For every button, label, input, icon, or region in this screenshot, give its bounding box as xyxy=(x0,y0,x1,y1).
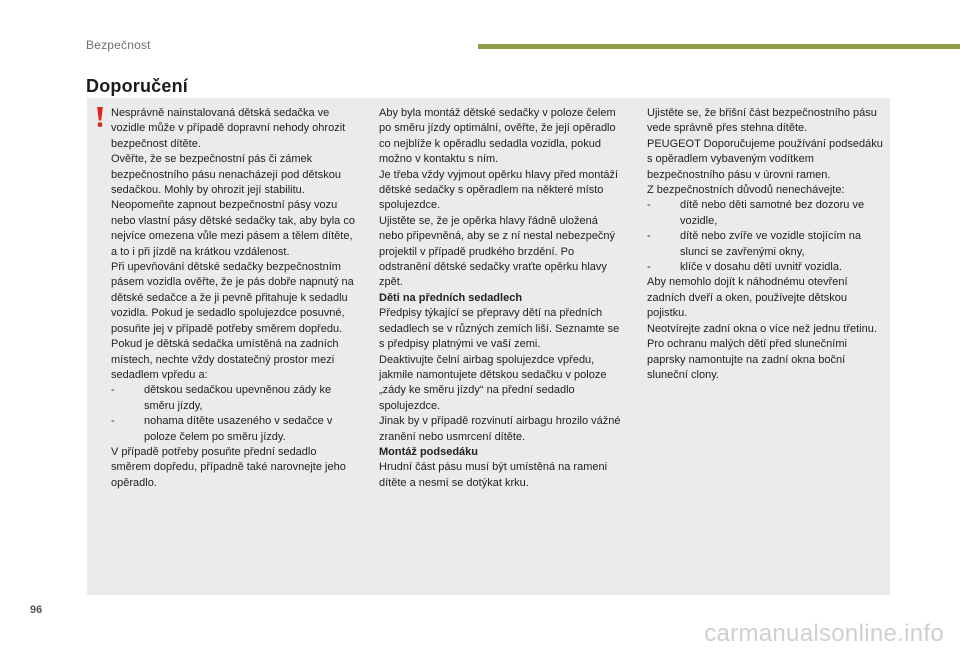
list-item: - dítě nebo zvíře ve vozidle stojícím na slunci se zavřenými okny, xyxy=(647,229,883,260)
list-item: - dětskou sedačkou upevněnou zády ke směru jízdy, xyxy=(111,383,355,414)
paragraph: Neopomeňte zapnout bezpečnostní pásy vozu nebo vlastní pásy dětské sedačky tak, aby byla co nejvíce omezena vůle mezi pásem a tělem dítěte, a to i při jízdě na krátkou vzdálenost. xyxy=(111,199,355,258)
recommendations-panel xyxy=(87,98,890,595)
paragraph: PEUGEOT Doporučujeme používání podsedáku s opěradlem vybaveným vodítkem bezpečnostního pásu v úrovni ramen. xyxy=(647,137,883,181)
paragraph: Nesprávně nainstalovaná dětská sedačka ve vozidle může v případě dopravní nehody ohrozit bezpečnost dítěte. xyxy=(111,107,346,150)
paragraph: Ujistěte se, že je opěrka hlavy řádně uložená nebo připevněná, aby se z ní nestal nebezpečný projektil v případě prudkého brzdění. Po odstranění dětské sedačky vraťte opěrku hlavy zpět. xyxy=(379,214,616,289)
paragraph: Aby byla montáž dětské sedačky v poloze čelem po směru jízdy optimální, ověřte, že její opěradlo co nejblíže k opěradlu sedadla vozidla, pokud možno v kontaktu s ním. xyxy=(379,107,616,166)
text-column-3 xyxy=(647,106,883,383)
paragraph: Pro ochranu malých dětí před slunečními paprsky namontujte na zadní okna boční sluneční clony. xyxy=(647,338,847,381)
paragraph: Předpisy týkající se přepravy dětí na předních sedadlech se v různých zemích liší. Seznamte se s předpisy platnými ve vaší zemi. xyxy=(379,307,620,351)
list-item: - klíče v dosahu dětí uvnitř vozidla. xyxy=(647,260,883,275)
exclamation-warning-icon xyxy=(93,106,107,128)
paragraph: Aby nemohlo dojít k náhodnému otevření zadních dveří a oken, používejte dětskou pojistku. xyxy=(647,276,848,320)
header-accent-bar xyxy=(478,44,960,49)
subheading: Montáž podsedáku xyxy=(379,445,479,458)
paragraph: Deaktivujte čelní airbag spolujezdce vpředu, jakmile namontujete dětskou sedačku v poloze „zády ke směru jízdy“ na přední sedadlo spolujezdce. xyxy=(379,353,607,412)
page-number: 96 xyxy=(30,604,43,616)
paragraph: Při upevňování dětské sedačky bezpečnostním pásem vozidla ověřte, že je pás dobře napnutý na dětské sedačce a že ji pevně přitahuje k sedadlu vozidla. Pokud je sedadlo spolujezdce posuvné, posuňte jej v případě potřeby směrem dopředu. xyxy=(111,261,354,335)
list-item: - nohama dítěte usazeného v sedačce v poloze čelem po směru jízdy. xyxy=(111,414,355,445)
paragraph: Pokud je dětská sedačka umístěná na zadních místech, nechte vždy dostatečný prostor mezi sedadlem vpředu a: xyxy=(111,338,339,381)
list-item: - dítě nebo děti samotné bez dozoru ve vozidle, xyxy=(647,198,883,229)
paragraph: Z bezpečnostních důvodů nenechávejte: xyxy=(647,184,845,197)
text-column-1 xyxy=(111,106,355,491)
paragraph: Ujistěte se, že břišní část bezpečnostního pásu vede správně přes stehna dítěte. xyxy=(647,107,877,135)
paragraph: Jinak by v případě rozvinutí airbagu hrozilo vážné zranění nebo usmrcení dítěte. xyxy=(379,415,621,443)
watermark: carmanualsonline.info xyxy=(704,620,944,647)
section-label: Bezpečnost xyxy=(86,38,151,52)
text-column-2 xyxy=(379,106,623,491)
paragraph: Ověřte, že se bezpečnostní pás či zámek bezpečnostního pásu nenacházejí pod dětskou sedačkou. Mohly by ohrozit její stabilitu. xyxy=(111,153,341,197)
paragraph: V případě potřeby posuňte přední sedadlo směrem dopředu, případně také narovnejte jeho opěradlo. xyxy=(111,445,346,489)
paragraph: Je třeba vždy vyjmout opěrku hlavy před montáží dětské sedačky s opěradlem na některé místo spolujezdce. xyxy=(379,168,619,212)
subheading: Děti na předních sedadlech xyxy=(379,291,523,304)
paragraph: Hrudní část pásu musí být umístěná na rameni dítěte a nesmí se dotýkat krku. xyxy=(379,461,608,489)
page-title: Doporučení xyxy=(86,76,189,96)
paragraph: Neotvírejte zadní okna o více než jednu třetinu. xyxy=(647,322,877,335)
